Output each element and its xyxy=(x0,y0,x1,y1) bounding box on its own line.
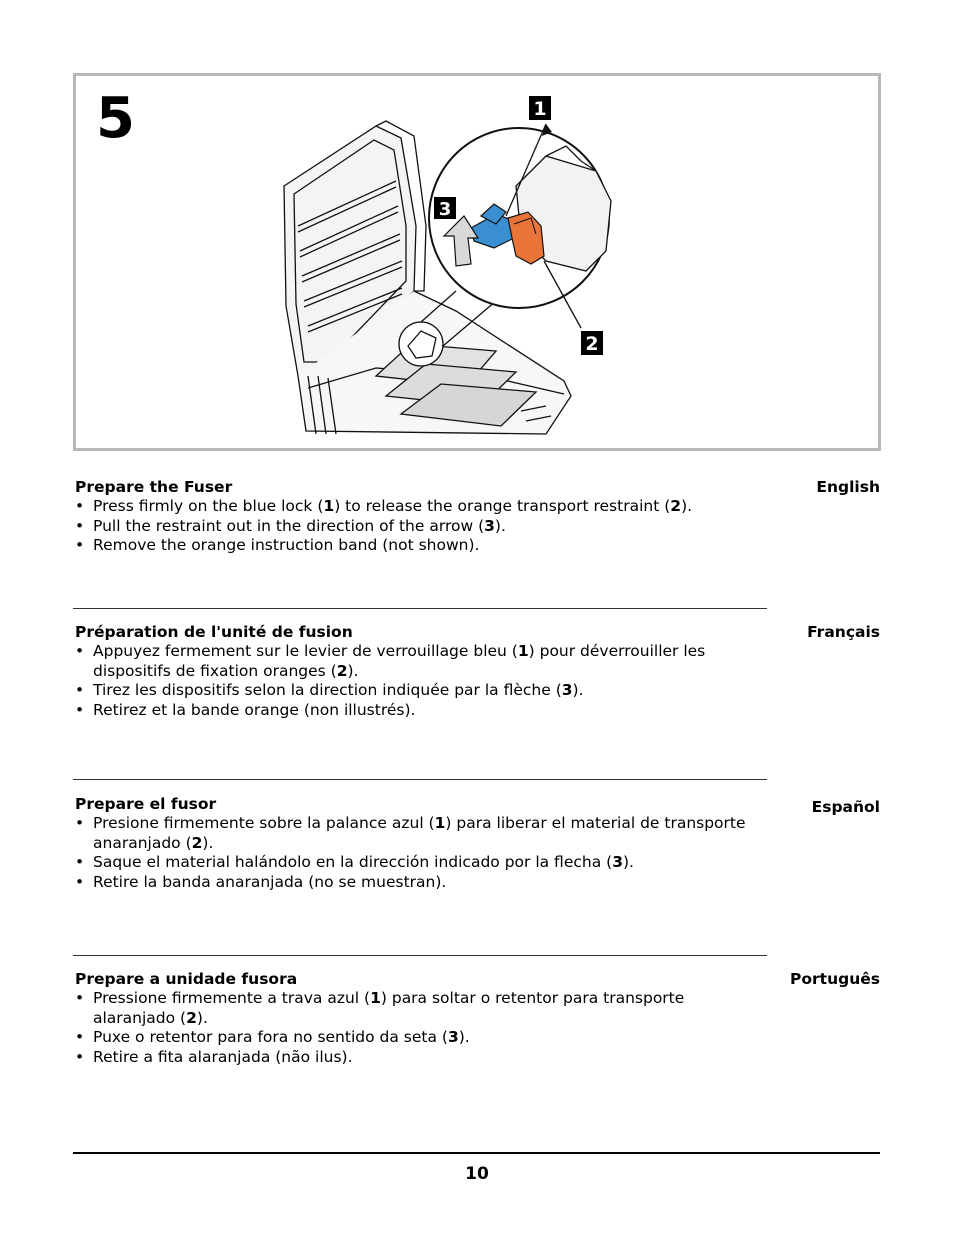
callout-1 xyxy=(529,96,551,120)
svg-text:1: 1 xyxy=(533,98,547,120)
callout-2 xyxy=(581,331,603,355)
list-item: • Appuyez fermement sur le levier de verrouillage bleu (1) pour déverrouiller les dispositifs de fixation oranges (2). xyxy=(75,642,765,681)
list-item: • Press firmly on the blue lock (1) to release the orange transport restraint (2). xyxy=(75,497,765,517)
callout-3 xyxy=(434,197,456,220)
language-label: Português xyxy=(790,970,880,988)
list-item: • Retire a fita alaranjada (não ilus). xyxy=(75,1048,765,1068)
footer-rule xyxy=(73,1152,880,1154)
magnified-detail xyxy=(429,124,611,328)
section-francais xyxy=(75,622,880,720)
page-number: 10 xyxy=(465,1164,489,1184)
language-label: English xyxy=(816,478,880,496)
instruction-list xyxy=(75,642,765,720)
list-item: • Pressione firmemente a trava azul (1) para soltar o retentor para transporte alaranjado (2). xyxy=(75,989,765,1028)
section-divider xyxy=(73,955,767,956)
section-espanol xyxy=(75,794,880,892)
list-item: • Presione firmemente sobre la palance azul (1) para liberar el material de transporte anaranjado (2). xyxy=(75,814,765,853)
section-english xyxy=(75,477,880,556)
printer-fuser-illustration xyxy=(76,76,878,448)
section-divider xyxy=(73,779,767,780)
list-item: • Saque el material halándolo en la dirección indicado por la flecha (3). xyxy=(75,853,765,873)
section-title: Prepare el fusor xyxy=(75,795,217,813)
instruction-list xyxy=(75,814,765,892)
list-item: • Tirez les dispositifs selon la direction indiquée par la flèche (3). xyxy=(75,681,765,701)
language-label: Español xyxy=(811,798,880,816)
section-title: Prepare the Fuser xyxy=(75,478,233,496)
language-label: Français xyxy=(807,623,880,641)
instruction-list xyxy=(75,989,765,1067)
step-number: 5 xyxy=(96,86,135,151)
step-figure-frame xyxy=(73,73,881,451)
svg-text:2: 2 xyxy=(585,333,599,355)
section-title: Prepare a unidade fusora xyxy=(75,970,298,988)
list-item: • Remove the orange instruction band (not shown). xyxy=(75,536,765,556)
list-item: • Pull the restraint out in the direction of the arrow (3). xyxy=(75,517,765,537)
list-item: • Retirez et la bande orange (non illustrés). xyxy=(75,701,765,721)
section-title: Préparation de l'unité de fusion xyxy=(75,623,353,641)
svg-text:3: 3 xyxy=(438,199,452,220)
section-portugues xyxy=(75,969,880,1067)
instruction-list xyxy=(75,497,765,556)
list-item: • Puxe o retentor para fora no sentido da seta (3). xyxy=(75,1028,765,1048)
section-divider xyxy=(73,608,767,609)
list-item: • Retire la banda anaranjada (no se muestran). xyxy=(75,873,765,893)
